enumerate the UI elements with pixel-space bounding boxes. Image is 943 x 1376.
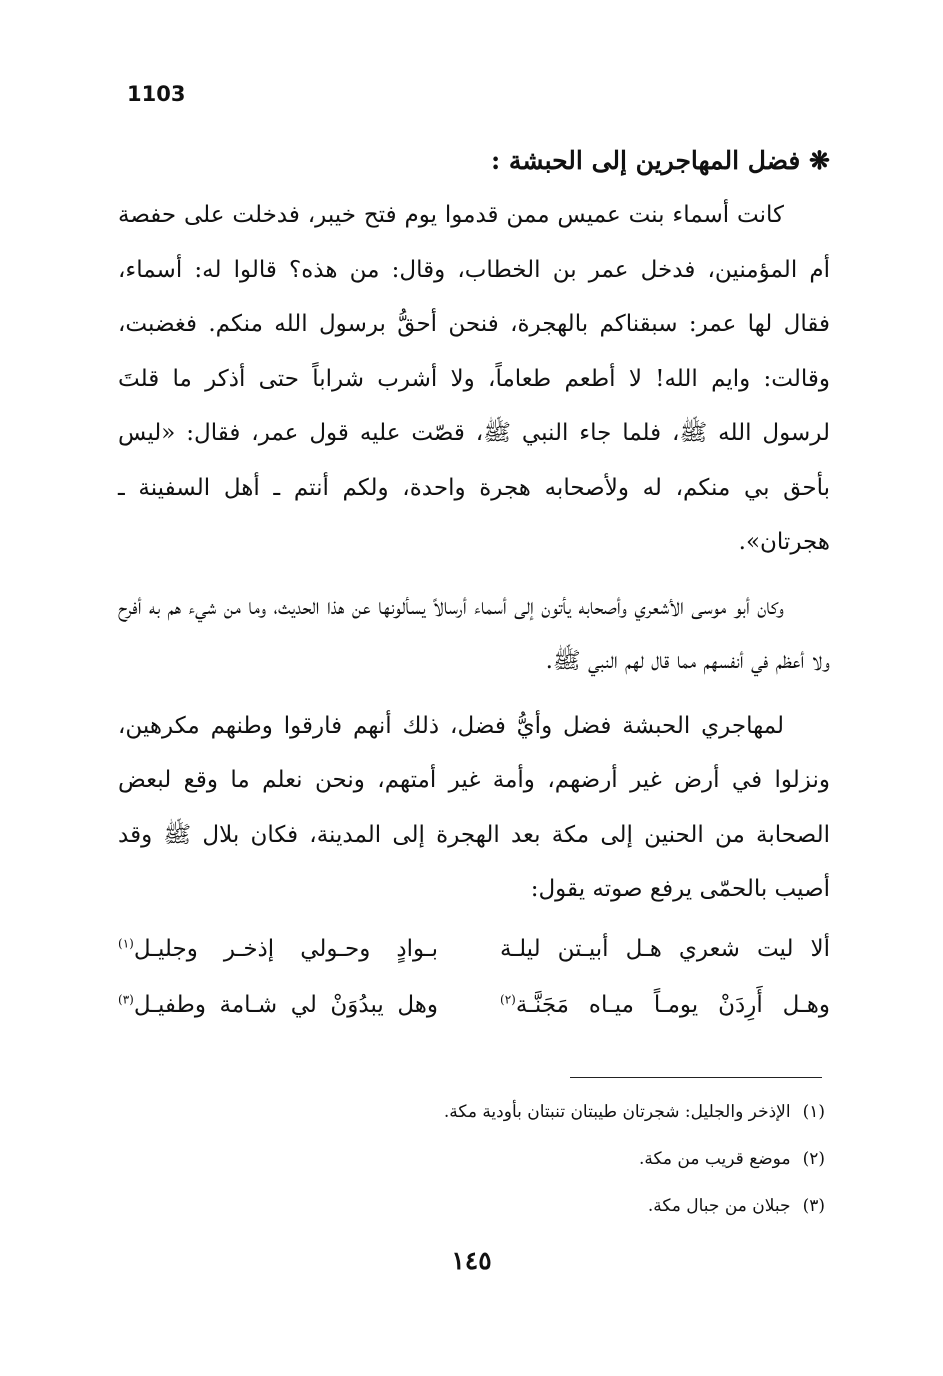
footnote-number: (١) xyxy=(802,1102,825,1122)
footnote xyxy=(330,1093,825,1131)
page-body xyxy=(118,140,830,1033)
footnote-marker: (٢) xyxy=(500,991,516,1006)
footnote-text: جبلان من جبال مكة. xyxy=(647,1196,791,1216)
paragraph-asma: كانت أسماء بنت عميس ممن قدموا يوم فتح خيبر، فدخلت على حفصة أم المؤمنين، فدخل عمر بن الخطاب، وقال: من هذه؟ قالوا له: أسماء، فقال لها عمر: سبقناكم بالهجرة، فنحن أحقُّ برسول الله منكم. فغضبت، وقالت: وايم الله! لا أطعم طعاماً، ولا أشرب شراباً حتى أذكر ما قلتَ لرسول الله ﷺ، فلما جاء النبي ﷺ، قصّت عليه قول عمر، فقال: «ليس بأحق بي منكم، له ولأصحابه هجرة واحدة، ولكم أنتم ـ أهل السفينة ـ هجرتان». xyxy=(118,202,830,555)
footnote-text: الإذخر والجليل: شجرتان طيبتان تنبتان بأودية مكة. xyxy=(443,1102,791,1122)
footnote-text: موضع قريب من مكة. xyxy=(639,1149,791,1169)
footnote-divider xyxy=(570,1077,822,1078)
footnote-marker: (١) xyxy=(118,935,134,950)
poem xyxy=(118,921,830,1033)
paragraph-abu-musa: وكان أبو موسى الأشعري وأصحابه يأتون إلى أسماء أرسالاً يسألونها عن هذا الحديث، وما من شيء هم به أفرح ولا أعظم في أنفسهم مما قال لهم النبي ﷺ. xyxy=(118,593,830,674)
section-title: ❋ فضل المهاجرين إلى الحبشة : xyxy=(490,146,830,175)
verse-first-hemistich: ألا ليت شعري هـل أبيـتن ليلـة xyxy=(500,935,830,962)
poem-verse xyxy=(118,977,830,1033)
footnote-number: (٢) xyxy=(802,1149,825,1169)
verse-second-hemistich: وهل يبدُوَنْ لي شـامة وطفيـل$^{(٣)}$ xyxy=(118,991,438,1018)
footnotes xyxy=(330,1093,825,1234)
footnote-number: (٣) xyxy=(802,1196,825,1216)
page-number-bottom: ١٤٥ xyxy=(451,1246,492,1275)
footnote xyxy=(330,1187,825,1225)
paragraph-virtue: لمهاجري الحبشة فضل وأيُّ فضل، ذلك أنهم فارقوا وطنهم مكرهين، ونزلوا في أرض غير أرضهم، وأمة غير أمتهم، ونحن نعلم ما وقع لبعض الصحابة من الحنين إلى مكة بعد الهجرة إلى المدينة، فكان بلال ﷺ وقد أصيب بالحمّى يرفع صوته يقول: xyxy=(118,712,830,902)
page-number-top: 1103 xyxy=(127,82,186,106)
verse-second-hemistich: بـوادٍ وحـولي إذخـر وجليـل$^{(١)}$ xyxy=(118,935,438,962)
verse-first-hemistich: وهـل أَرِدَنْ يومـاً ميـاه مَجَنَّـة$^{(٢)}$ xyxy=(500,991,830,1018)
footnote xyxy=(330,1140,825,1178)
poem-verse xyxy=(118,921,830,977)
footnote-marker: (٣) xyxy=(118,991,134,1006)
